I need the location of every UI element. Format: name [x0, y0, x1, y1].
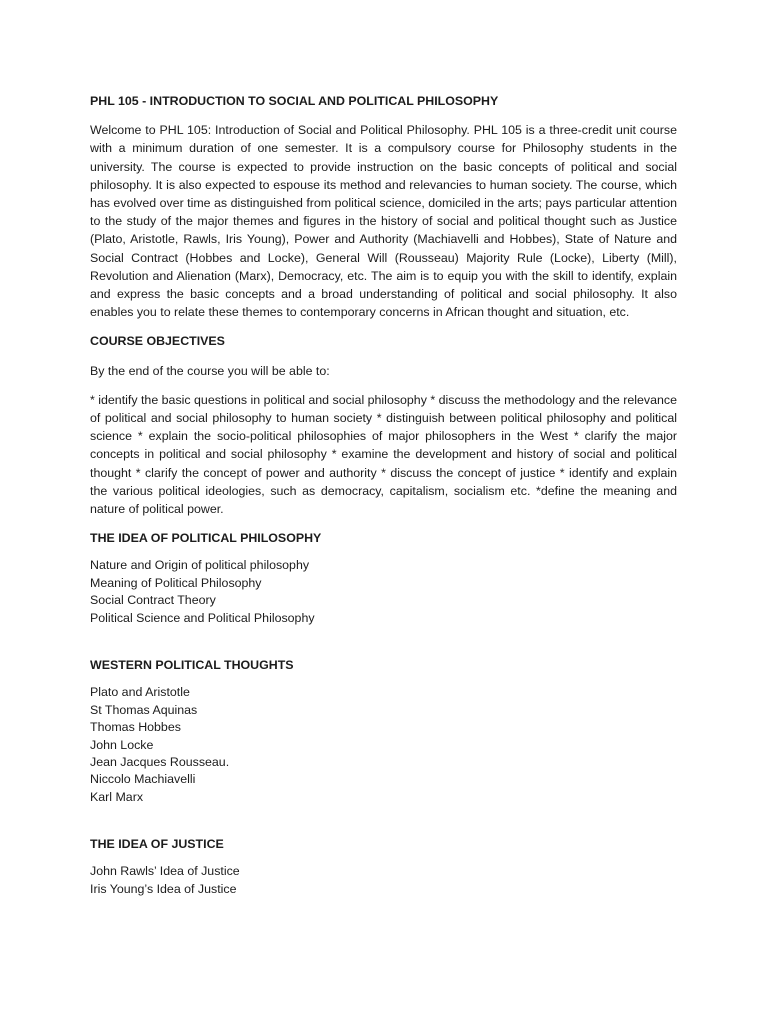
list-item: Jean Jacques Rousseau.	[90, 754, 230, 769]
list-item: Social Contract Theory	[90, 593, 216, 608]
list-item: Political Science and Political Philosophy	[90, 610, 315, 625]
list-item: Thomas Hobbes	[90, 720, 181, 735]
list-item: Karl Marx	[90, 789, 144, 804]
list-item: Meaning of Political Philosophy	[90, 575, 262, 590]
document-page	[90, 92, 677, 898]
objectives-body: * identify the basic questions in political and social philosophy * discuss the methodology and the relevance of political and social philosophy to human society * distinguish between political philosophy and political science * explain the socio-political philosophies of major philosophers in the West * clarify the major concepts in political and social philosophy * examine the development and history of social and political thought * clarify the concept of power and authority * discuss the concept of justice * identify and explain the various political ideologies, such as democracy, capitalism, socialism etc. *define the meaning and nature of political power.	[90, 392, 677, 517]
western-thoughts-list	[90, 684, 677, 806]
list-item: Plato and Aristotle	[90, 685, 190, 700]
document-title: PHL 105 - INTRODUCTION TO SOCIAL AND POLITICAL PHILOSOPHY	[90, 94, 499, 108]
political-philosophy-list	[90, 557, 677, 627]
western-thoughts-heading: WESTERN POLITICAL THOUGHTS	[90, 658, 294, 673]
list-item: Iris Young’s Idea of Justice	[90, 881, 237, 896]
intro-paragraph: Welcome to PHL 105: Introduction of Social and Political Philosophy. PHL 105 is a three-credit unit course with a minimum duration of one semester. It is a compulsory course for Philosophy students in the university. The course is expected to provide instruction on the basic concepts of political and social philosophy. It is also expected to espouse its method and relevancies to human society. The course, which has evolved over time as distinguished from political science, domiciled in the arts; pays particular attention to the study of the major themes and figures in the history of social and political thought such as Justice (Plato, Aristotle, Rawls, Iris Young), Power and Authority (Machiavelli and Hobbes), State of Nature and Social Contract (Hobbes and Locke), General Will (Rousseau) Majority Rule (Locke), Liberty (Mill), Revolution and Alienation (Marx), Democracy, etc. The aim is to equip you with the skill to identify, explain and express the basic concepts and a broad understanding of political and social philosophy. It also enables you to relate these themes to contemporary concerns in African thought and situation, etc.	[90, 123, 677, 320]
list-item: John Locke	[90, 737, 154, 752]
list-item: St Thomas Aquinas	[90, 702, 198, 717]
list-item: John Rawls’ Idea of Justice	[90, 864, 240, 879]
justice-list	[90, 863, 677, 898]
objectives-lead: By the end of the course you will be able to:	[90, 363, 330, 378]
political-philosophy-heading: THE IDEA OF POLITICAL PHILOSOPHY	[90, 531, 322, 546]
justice-heading: THE IDEA OF JUSTICE	[90, 837, 224, 852]
list-item: Nature and Origin of political philosophy	[90, 558, 310, 573]
objectives-heading: COURSE OBJECTIVES	[90, 334, 225, 349]
list-item: Niccolo Machiavelli	[90, 772, 196, 787]
